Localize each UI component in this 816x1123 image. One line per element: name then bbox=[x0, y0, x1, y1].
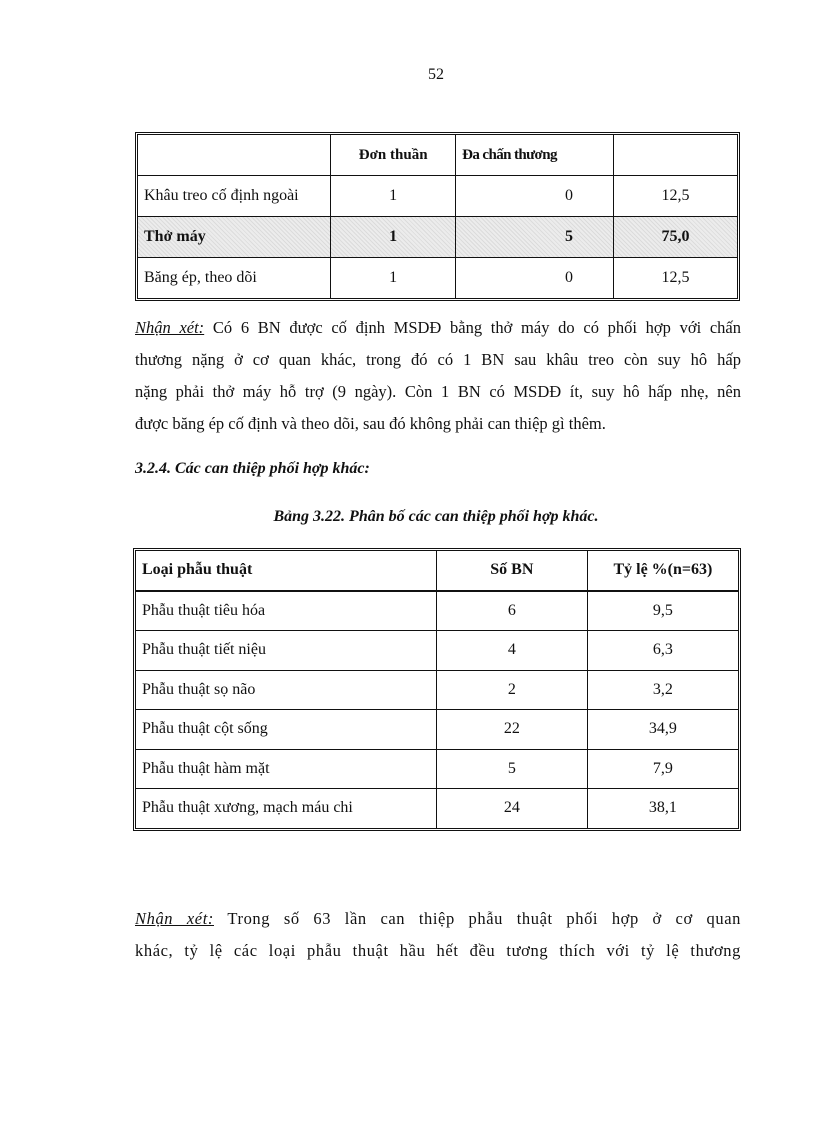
table-header-cell bbox=[138, 135, 331, 176]
comment-paragraph bbox=[135, 903, 741, 967]
section-heading: 3.2.4. Các can thiệp phối hợp khác: bbox=[135, 460, 370, 477]
table-cell: 1 bbox=[331, 217, 456, 258]
table-row bbox=[136, 750, 738, 790]
paragraph-text: Có 6 BN được cố định MSDĐ bằng thở máy do có phối hợp với chấn bbox=[204, 318, 741, 337]
table-row bbox=[136, 789, 738, 828]
table-header-cell: Loại phẫu thuật bbox=[136, 551, 437, 592]
table-cell: 7,9 bbox=[588, 750, 738, 790]
table-cell: Phẫu thuật xương, mạch máu chi bbox=[136, 789, 437, 828]
table-cell: 1 bbox=[331, 258, 456, 298]
table-combined-interventions bbox=[133, 548, 741, 831]
table-header-cell: Đa chấn thương bbox=[456, 135, 614, 176]
paragraph-line bbox=[135, 312, 741, 344]
table-header-cell: Tỷ lệ %(n=63) bbox=[588, 551, 738, 592]
comment-paragraph bbox=[135, 312, 741, 440]
table-header-cell: Đơn thuần bbox=[331, 135, 456, 176]
paragraph-line: được băng ép cố định và theo dõi, sau đó không phải can thiệp gì thêm. bbox=[135, 414, 606, 433]
table-cell: 22 bbox=[437, 710, 588, 750]
table-cell: 24 bbox=[437, 789, 588, 828]
table-cell: Phẫu thuật tiêu hóa bbox=[136, 592, 437, 632]
table-cell: 38,1 bbox=[648, 799, 677, 817]
table-cell: Phẫu thuật sọ não bbox=[136, 671, 437, 711]
table-row bbox=[136, 631, 738, 671]
paragraph-line: thương nặng ở cơ quan khác, trong đó có 1 BN sau khâu treo còn suy hô hấp bbox=[135, 350, 741, 369]
table-row bbox=[138, 176, 737, 217]
table-cell: Khâu treo cố định ngoài bbox=[138, 176, 331, 217]
table-cell: 0 bbox=[456, 176, 614, 217]
table-row bbox=[136, 671, 738, 711]
table-header-row bbox=[138, 135, 737, 176]
table-caption: Bảng 3.22. Phân bố các can thiệp phối hợp khác. bbox=[273, 508, 599, 525]
table-cell: 34,9 bbox=[588, 710, 738, 750]
table-cell: 5 bbox=[456, 217, 614, 258]
table-cell: 4 bbox=[437, 631, 588, 671]
table-cell: 2 bbox=[437, 671, 588, 711]
table-row bbox=[136, 592, 738, 632]
table-cell: 6,3 bbox=[588, 631, 738, 671]
comment-label: Nhận xét: bbox=[135, 909, 214, 928]
table-cell: 9,5 bbox=[588, 592, 738, 632]
table-row bbox=[136, 710, 738, 750]
page-number: 52 bbox=[428, 66, 444, 83]
table-row-highlighted bbox=[138, 217, 737, 258]
table-cell: 6 bbox=[437, 592, 588, 632]
table-cell: 1 bbox=[331, 176, 456, 217]
table-cell: 12,5 bbox=[614, 176, 737, 217]
table-header-row bbox=[136, 551, 738, 592]
table-row bbox=[138, 258, 737, 298]
table-cell: Phẫu thuật tiết niệu bbox=[136, 631, 437, 671]
comment-label: Nhận xét: bbox=[135, 318, 205, 337]
table-header-cell: Số BN bbox=[437, 551, 588, 592]
table-cell: 75,0 bbox=[614, 217, 737, 258]
table-cell: Băng ép, theo dõi bbox=[138, 258, 331, 298]
paragraph-line: khác, tỷ lệ các loại phẫu thuật hầu hết đều tương thích với tỷ lệ thương bbox=[135, 941, 741, 960]
table-cell: Phẫu thuật hàm mặt bbox=[136, 750, 437, 790]
table-cell: 5 bbox=[437, 750, 588, 790]
table-cell: 3,2 bbox=[588, 671, 738, 711]
table-cell: Phẫu thuật cột sống bbox=[136, 710, 437, 750]
paragraph-line bbox=[135, 903, 741, 935]
table-cell: Thở máy bbox=[138, 217, 331, 258]
paragraph-text: Trong số 63 lần can thiệp phẫu thuật phối hợp ở cơ quan bbox=[213, 909, 741, 928]
table-cell: 0 bbox=[456, 258, 614, 298]
table-cell: 12,5 bbox=[661, 269, 690, 286]
table-header-cell bbox=[614, 135, 737, 176]
paragraph-line: nặng phải thở máy hỗ trợ (9 ngày). Còn 1 BN có MSDĐ ít, suy hô hấp nhẹ, nên bbox=[135, 382, 741, 401]
table-intervention-methods bbox=[135, 132, 740, 301]
